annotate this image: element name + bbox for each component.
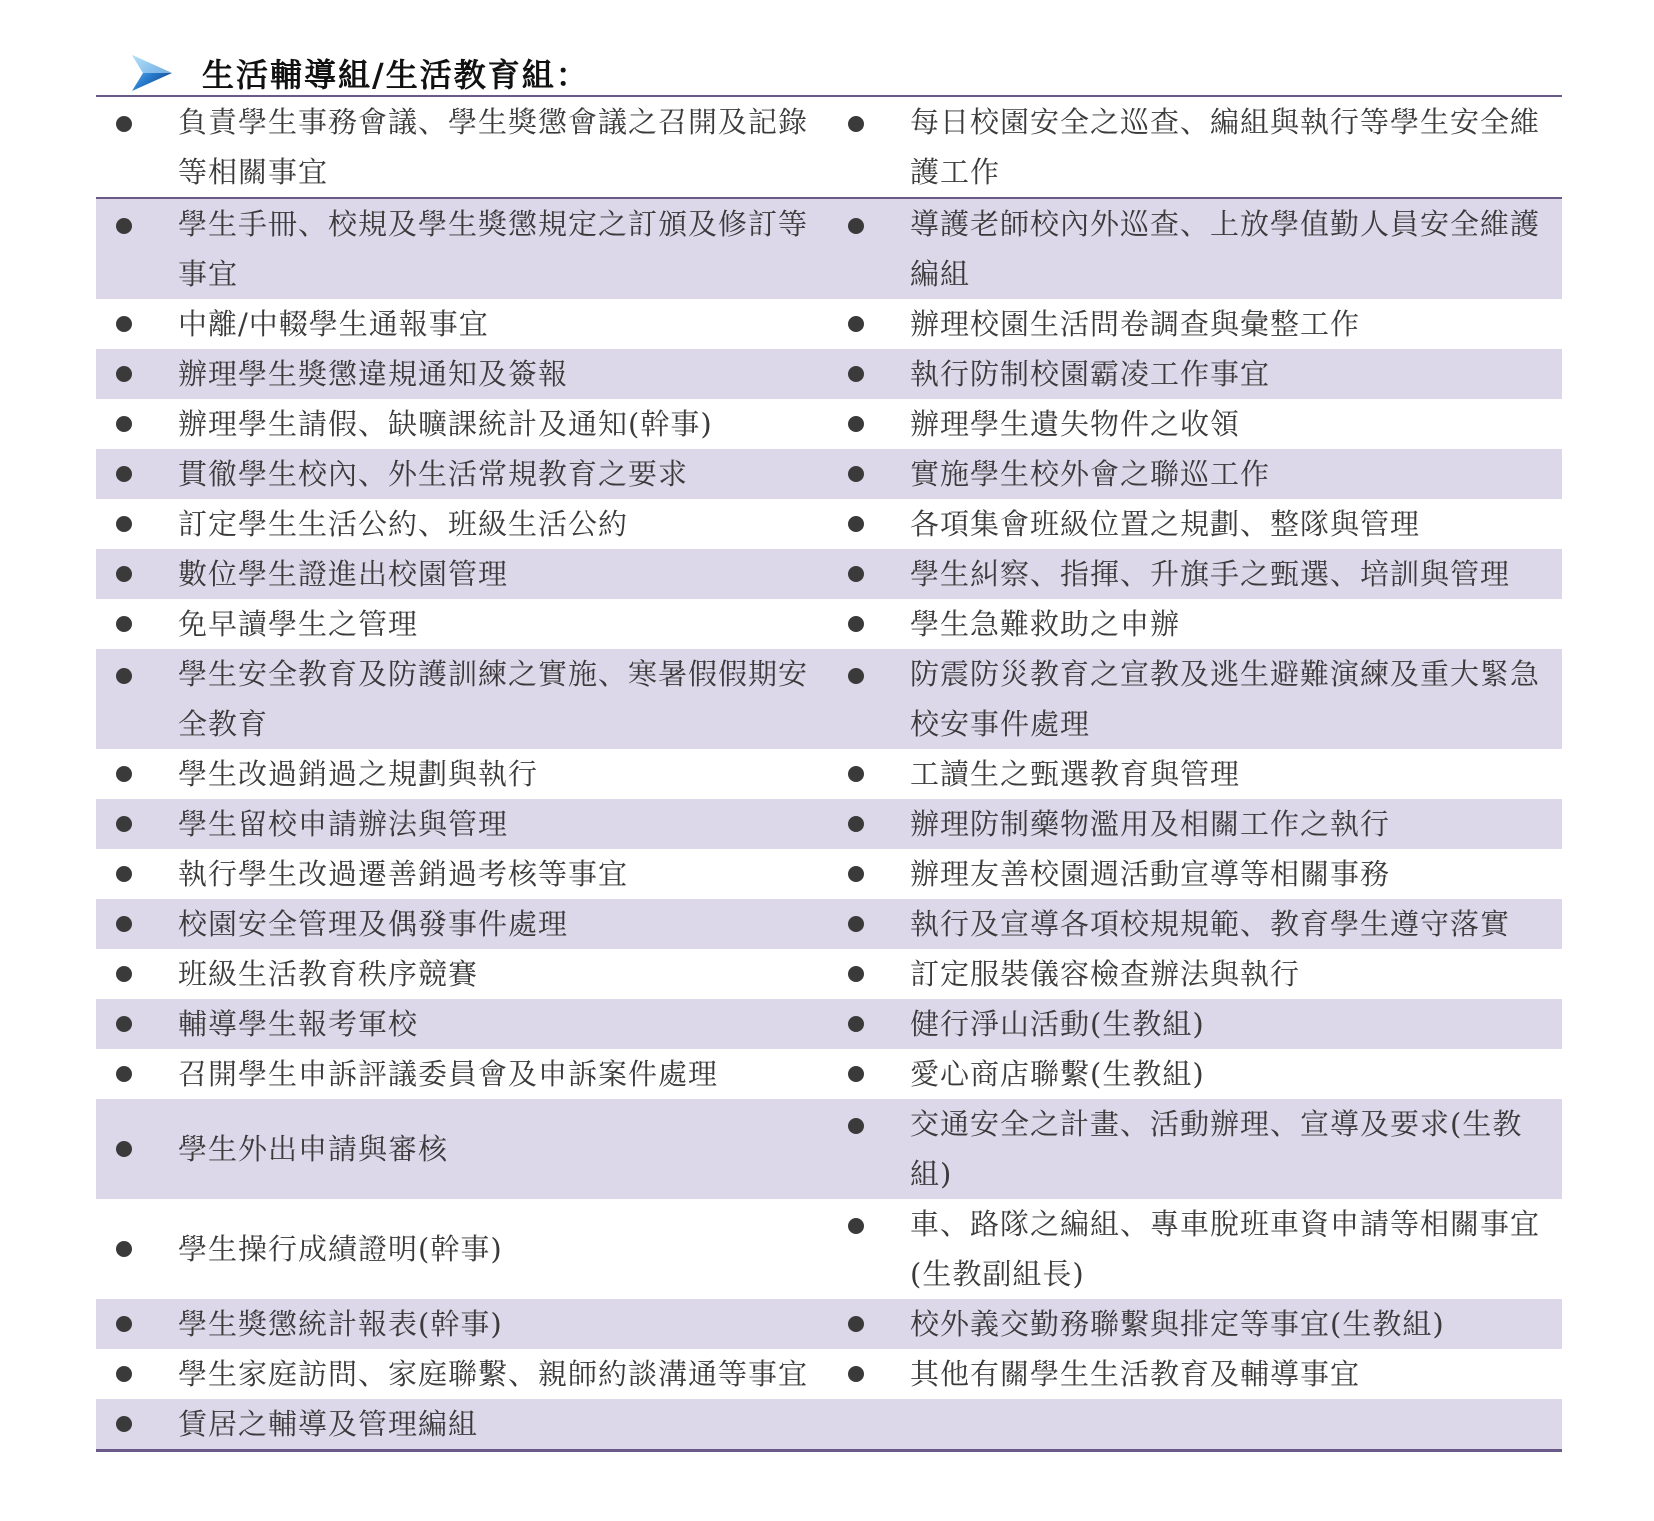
table-row bbox=[96, 1299, 1562, 1349]
table-row bbox=[96, 1049, 1562, 1099]
duty-item: 輔導學生報考軍校 bbox=[156, 999, 828, 1049]
bullet-icon bbox=[116, 466, 132, 482]
duty-item: 學生手冊、校規及學生獎懲規定之訂頒及修訂等事宜 bbox=[156, 198, 828, 299]
section-heading bbox=[130, 50, 590, 96]
duty-item: 每日校園安全之巡查、編組與執行等學生安全維護工作 bbox=[910, 105, 1541, 189]
bullet-icon bbox=[116, 1016, 132, 1032]
duty-item: 中離/中輟學生通報事宜 bbox=[178, 307, 489, 341]
duty-item: 健行淨山活動(生教組) bbox=[888, 999, 1562, 1049]
duty-item: 辦理校園生活問卷調查與彙整工作 bbox=[910, 307, 1361, 341]
duty-item: 學生急難救助之申辦 bbox=[910, 607, 1181, 641]
duty-item: 學生留校申請辦法與管理 bbox=[156, 799, 828, 849]
bullet-icon bbox=[116, 1416, 132, 1432]
duty-item: 辦理防制藥物濫用及相關工作之執行 bbox=[888, 799, 1562, 849]
bullet-icon bbox=[848, 1218, 864, 1234]
table-row bbox=[96, 1399, 1562, 1451]
bullet-icon bbox=[848, 1016, 864, 1032]
bullet-icon bbox=[848, 366, 864, 382]
duty-item: 學生家庭訪問、家庭聯繫、親師約談溝通等事宜 bbox=[178, 1357, 809, 1391]
bullet-icon bbox=[848, 1066, 864, 1082]
bullet-icon bbox=[116, 966, 132, 982]
table-row bbox=[96, 749, 1562, 799]
bullet-icon bbox=[848, 516, 864, 532]
bullet-icon bbox=[116, 566, 132, 582]
bullet-icon bbox=[116, 1141, 132, 1157]
bullet-icon bbox=[848, 116, 864, 132]
bullet-icon bbox=[848, 566, 864, 582]
table-row bbox=[96, 949, 1562, 999]
bullet-icon bbox=[116, 516, 132, 532]
bullet-icon bbox=[848, 416, 864, 432]
bullet-icon bbox=[116, 218, 132, 234]
table-row bbox=[96, 999, 1562, 1049]
bullet-icon bbox=[116, 816, 132, 832]
duty-item: 執行學生改過遷善銷過考核等事宜 bbox=[178, 857, 629, 891]
bullet-icon bbox=[116, 1316, 132, 1332]
duty-item: 賃居之輔導及管理編組 bbox=[156, 1399, 828, 1451]
duty-item: 數位學生證進出校園管理 bbox=[156, 549, 828, 599]
duty-item: 校園安全管理及偶發事件處理 bbox=[156, 899, 828, 949]
duty-item: 各項集會班級位置之規劃、整隊與管理 bbox=[910, 507, 1421, 541]
duty-item: 學生改過銷過之規劃與執行 bbox=[178, 757, 539, 791]
bullet-icon bbox=[848, 1118, 864, 1134]
bullet-icon bbox=[116, 1366, 132, 1382]
table-row bbox=[96, 599, 1562, 649]
bullet-icon bbox=[848, 966, 864, 982]
duty-item: 車、路隊之編組、專車脫班車資申請等相關事宜(生教副組長) bbox=[910, 1207, 1541, 1291]
table-row bbox=[96, 899, 1562, 949]
duty-item: 辦理友善校園週活動宣導等相關事務 bbox=[910, 857, 1391, 891]
duty-item: 實施學生校外會之聯巡工作 bbox=[888, 449, 1562, 499]
duty-item: 辦理學生請假、缺曠課統計及通知(幹事) bbox=[178, 407, 713, 441]
table-row bbox=[96, 549, 1562, 599]
bullet-icon bbox=[116, 916, 132, 932]
bullet-icon bbox=[116, 116, 132, 132]
bullet-icon bbox=[116, 866, 132, 882]
table-row bbox=[96, 799, 1562, 849]
duty-table bbox=[96, 95, 1562, 1452]
bullet-icon bbox=[848, 866, 864, 882]
bullet-icon bbox=[116, 416, 132, 432]
duty-item: 貫徹學生校內、外生活常規教育之要求 bbox=[156, 449, 828, 499]
duty-item: 執行及宣導各項校規規範、教育學生遵守落實 bbox=[888, 899, 1562, 949]
bullet-icon bbox=[848, 916, 864, 932]
bullet-icon bbox=[116, 1241, 132, 1257]
duty-item: 訂定服裝儀容檢查辦法與執行 bbox=[910, 957, 1301, 991]
table-row bbox=[96, 349, 1562, 399]
duty-item: 免早讀學生之管理 bbox=[178, 607, 419, 641]
duty-item: 其他有關學生生活教育及輔導事宜 bbox=[910, 1357, 1361, 1391]
table-row bbox=[96, 1349, 1562, 1399]
table-row bbox=[96, 849, 1562, 899]
duty-item: 工讀生之甄選教育與管理 bbox=[910, 757, 1241, 791]
bullet-icon bbox=[116, 1066, 132, 1082]
bullet-icon bbox=[116, 616, 132, 632]
table-row bbox=[96, 499, 1562, 549]
table-row bbox=[96, 1099, 1562, 1199]
bullet-icon bbox=[848, 616, 864, 632]
bullet-icon bbox=[848, 668, 864, 684]
duty-item: 辦理學生遺失物件之收領 bbox=[910, 407, 1241, 441]
duty-item: 愛心商店聯繫(生教組) bbox=[910, 1057, 1205, 1091]
table-row bbox=[96, 299, 1562, 349]
bullet-icon bbox=[116, 316, 132, 332]
duty-item: 學生外出申請與審核 bbox=[156, 1099, 828, 1199]
bullet-icon bbox=[116, 668, 132, 684]
bullet-icon bbox=[848, 218, 864, 234]
duty-item: 學生操行成績證明(幹事) bbox=[178, 1232, 503, 1266]
duty-item: 班級生活教育秩序競賽 bbox=[178, 957, 479, 991]
table-row bbox=[96, 449, 1562, 499]
duty-item: 校外義交勤務聯繫與排定等事宜(生教組) bbox=[888, 1299, 1562, 1349]
duty-item: 辦理學生獎懲違規通知及簽報 bbox=[156, 349, 828, 399]
duty-item: 訂定學生生活公約、班級生活公約 bbox=[178, 507, 629, 541]
duty-item: 學生安全教育及防護訓練之實施、寒暑假假期安全教育 bbox=[156, 649, 828, 749]
bullet-icon bbox=[848, 1366, 864, 1382]
bullet-icon bbox=[116, 366, 132, 382]
duty-item: 執行防制校園霸凌工作事宜 bbox=[888, 349, 1562, 399]
table-row bbox=[96, 96, 1562, 198]
table-row bbox=[96, 198, 1562, 299]
table-row bbox=[96, 399, 1562, 449]
bullet-icon bbox=[116, 766, 132, 782]
bullet-icon bbox=[848, 766, 864, 782]
duty-item: 交通安全之計畫、活動辦理、宣導及要求(生教組) bbox=[888, 1099, 1562, 1199]
page-title: 生活輔導組/生活教育組： bbox=[202, 56, 590, 94]
duty-item: 導護老師校內外巡查、上放學值勤人員安全維護編組 bbox=[888, 198, 1562, 299]
table-row bbox=[96, 649, 1562, 749]
bullet-icon bbox=[848, 466, 864, 482]
duty-item: 召開學生申訴評議委員會及申訴案件處理 bbox=[178, 1057, 719, 1091]
arrow-bullet-icon bbox=[130, 53, 174, 93]
bullet-icon bbox=[848, 816, 864, 832]
duty-item: 學生糾察、指揮、升旗手之甄選、培訓與管理 bbox=[888, 549, 1562, 599]
bullet-icon bbox=[848, 1316, 864, 1332]
duty-item: 防震防災教育之宣教及逃生避難演練及重大緊急校安事件處理 bbox=[888, 649, 1562, 749]
duty-item: 學生獎懲統計報表(幹事) bbox=[156, 1299, 828, 1349]
table-row bbox=[96, 1199, 1562, 1299]
bullet-icon bbox=[848, 316, 864, 332]
duty-item bbox=[888, 1399, 1562, 1451]
duty-item: 負責學生事務會議、學生獎懲會議之召開及記錄等相關事宜 bbox=[178, 105, 809, 189]
